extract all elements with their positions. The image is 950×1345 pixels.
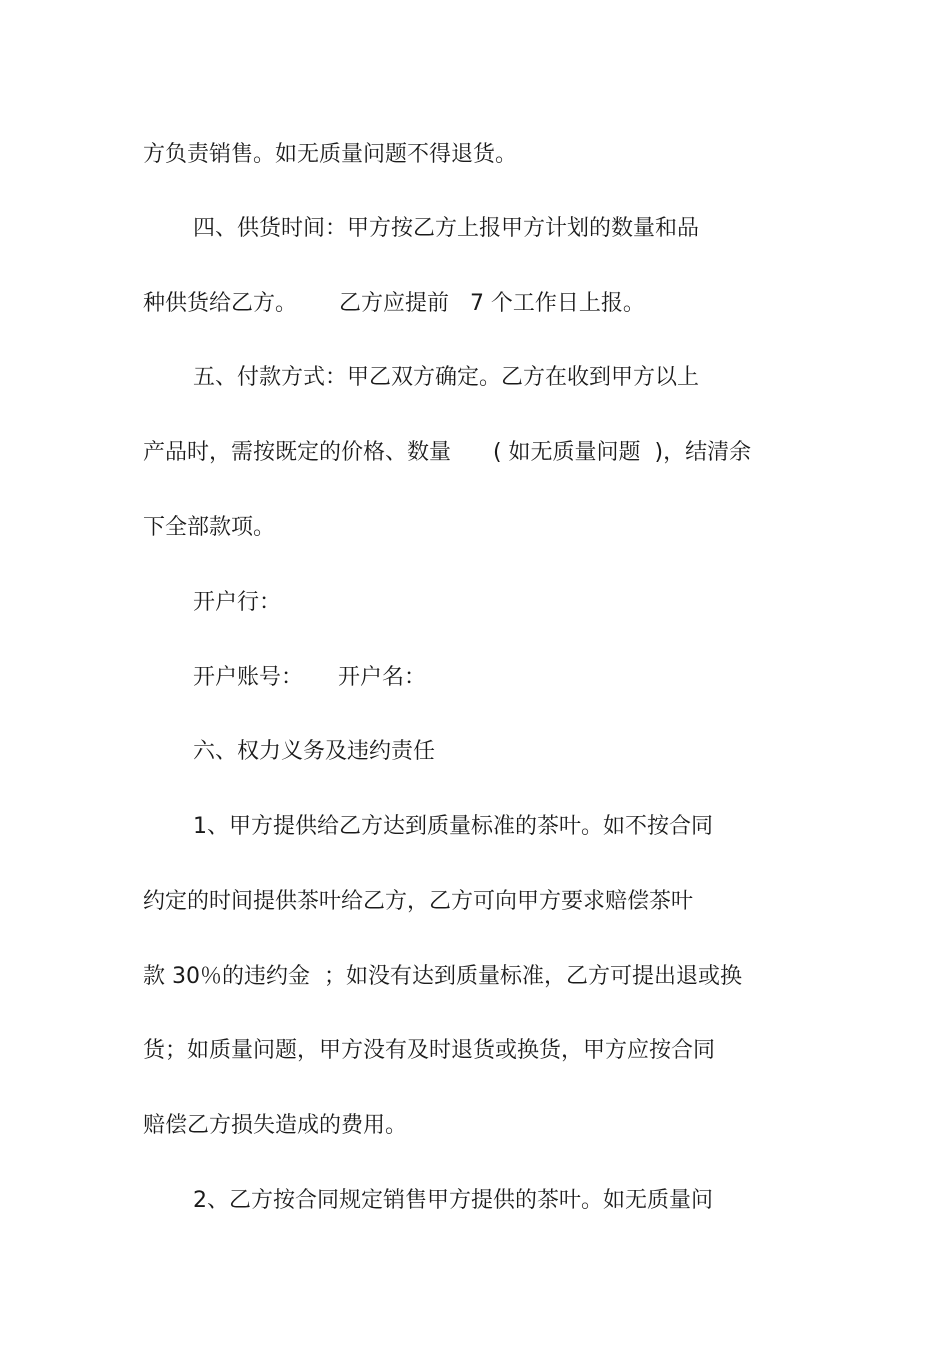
text-line: 下全部款项。: [143, 515, 276, 540]
text-line: 产品时，需按既定的价格、数量 ( 如无质量问题 )，结清余: [143, 440, 752, 465]
text-line: 种供货给乙方。 乙方应提前 7 个工作日上报。: [143, 291, 645, 316]
text-line: 款 30％的违约金 ；如没有达到质量标准，乙方可提出退或换: [143, 964, 742, 989]
text-line: 五、付款方式：甲乙双方确定。乙方在收到甲方以上: [193, 365, 700, 390]
text-line: 1、甲方提供给乙方达到质量标准的茶叶。如不按合同: [193, 814, 713, 839]
text-line: 开户行：: [193, 590, 282, 615]
text-line: 2、乙方按合同规定销售甲方提供的茶叶。如无质量问: [193, 1188, 713, 1213]
text-line: 四、供货时间：甲方按乙方上报甲方计划的数量和品: [193, 216, 700, 241]
text-line: 开户账号： 开户名：: [193, 665, 426, 690]
section-heading: 六、权力义务及违约责任: [193, 739, 436, 764]
text-line: 赔偿乙方损失造成的费用。: [143, 1113, 408, 1138]
text-line: 方负责销售。如无质量问题不得退货。: [143, 142, 518, 167]
text-line: 货；如质量问题，甲方没有及时退货或换货，甲方应按合同: [143, 1038, 716, 1063]
text-line: 约定的时间提供茶叶给乙方，乙方可向甲方要求赔偿茶叶: [143, 889, 694, 914]
